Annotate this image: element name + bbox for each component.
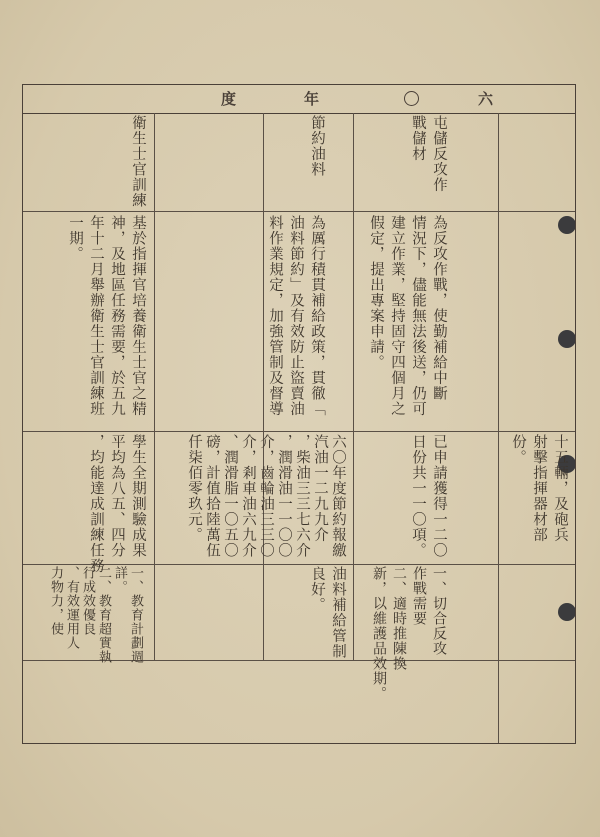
result-line: 、潤滑脂一〇五〇: [222, 434, 238, 558]
header-char-zero: [404, 91, 419, 106]
item-line: 屯儲反攻作: [431, 115, 447, 193]
result-line: ，潤滑油一一〇〇: [276, 434, 292, 558]
measure-line: 為反攻作戰，使勤補給中斷: [431, 215, 447, 401]
result-line: 學生全期測驗成果: [130, 434, 146, 558]
result-line: 已申請獲得一二〇: [431, 434, 447, 558]
header-char-degree: 度: [221, 90, 237, 108]
item-line: 衛生士官訓練: [130, 115, 146, 208]
result-line: 份。: [510, 434, 526, 465]
column-divider: [154, 113, 155, 660]
column-divider: [353, 113, 354, 660]
table-frame: [22, 84, 576, 744]
item-line: 戰儲材: [410, 115, 426, 162]
note-line: 作戰需要: [411, 566, 427, 626]
header-char-six: 六: [478, 90, 494, 108]
measure-line: 年十二月舉辦衛生士官訓練班: [88, 215, 104, 417]
measure-line: 神，及地區任務需要，於五九: [109, 215, 125, 417]
header-char-year: 年: [304, 90, 320, 108]
column-divider: [498, 113, 499, 743]
result-line: ，柴油三三七六介: [294, 434, 310, 558]
note-line: 油料補給管制: [330, 566, 346, 659]
item-line: 節約油料: [309, 115, 325, 177]
note-line: 一、切合反攻: [431, 566, 447, 656]
result-line: 射擊指揮器材部: [531, 434, 547, 543]
note-line: 詳。: [112, 566, 127, 594]
row-divider: [23, 431, 575, 432]
note-line: 良好。: [309, 566, 325, 613]
measure-line: 為厲行積貫補給政策，貫徹「: [309, 215, 325, 417]
note-line: 力物力，使: [48, 566, 63, 636]
result-line: 介，剎車油六九介: [240, 434, 256, 558]
measure-line: 一期。: [67, 215, 83, 262]
header-row: [23, 85, 575, 114]
result-line: 六〇年度節約報繳: [330, 434, 346, 558]
measure-line: 情況下，儘能無法後送，仍可: [410, 215, 426, 417]
result-line: ，均能達成訓練任務: [88, 434, 104, 574]
result-line: 日份共一一〇項。: [410, 434, 426, 558]
note-line: 一、教育計劃週: [128, 566, 143, 664]
result-line: 仟柒佰零玖元。: [186, 434, 202, 543]
measure-line: 建立作業，堅持固守四個月之: [389, 215, 405, 417]
note-line: 行成效優良: [80, 566, 95, 636]
measure-line: 假定，提出專案申請。: [368, 215, 384, 370]
result-line: 汽油一二九九介: [312, 434, 328, 543]
measure-line: 油料節約」及有效防止盜賣油: [288, 215, 304, 417]
measure-line: 料作業規定，加強管制及督導: [267, 215, 283, 417]
result-line: 平均為八五、四分: [109, 434, 125, 558]
note-line: 二、教育超實執: [96, 566, 111, 664]
measure-line: 基於指揮官培養衛生士官之精: [130, 215, 146, 417]
result-line: 十五輛，及砲兵: [552, 434, 568, 543]
row-divider: [23, 211, 575, 212]
result-line: 介，齒輪油三三〇: [258, 434, 274, 558]
note-line: 新，以維護品效期。: [371, 566, 387, 701]
note-line: 二、適時推陳換: [391, 566, 407, 671]
note-line: 、有效運用人: [64, 566, 79, 650]
result-line: 磅，計值拾陸萬伍: [204, 434, 220, 558]
